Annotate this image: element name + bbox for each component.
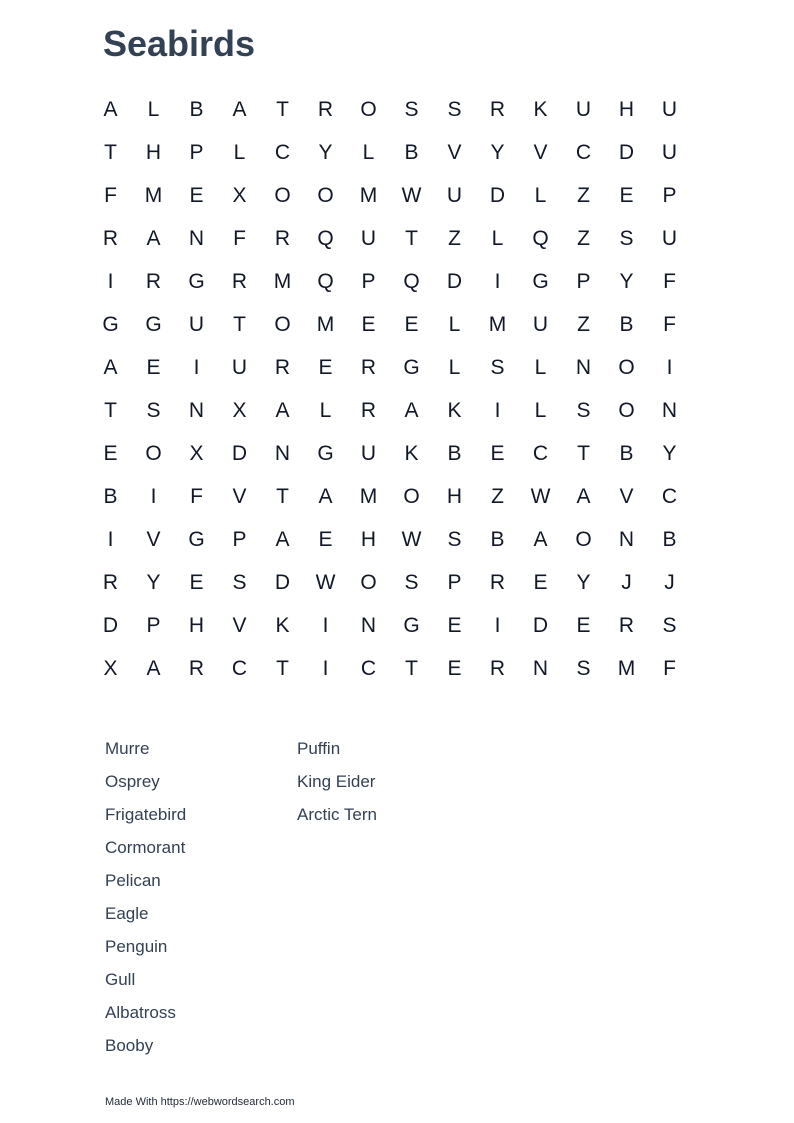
- grid-letter: U: [231, 356, 248, 379]
- grid-letter: F: [233, 227, 246, 250]
- grid-letter: N: [661, 399, 678, 422]
- grid-letter: Z: [448, 227, 461, 250]
- grid-letter: W: [530, 485, 551, 508]
- grid-letter: E: [189, 571, 204, 594]
- grid-letter: N: [618, 528, 635, 551]
- grid-letter: P: [447, 571, 462, 594]
- grid-letter: U: [661, 141, 678, 164]
- grid-letter: L: [491, 227, 504, 250]
- word-list-item: Murre: [105, 739, 150, 758]
- grid-letter: H: [618, 98, 635, 121]
- grid-letter: V: [533, 141, 548, 164]
- grid-letter: P: [361, 270, 376, 293]
- grid-letter: E: [447, 614, 462, 637]
- grid-letter: R: [274, 356, 291, 379]
- grid-letter: C: [274, 141, 291, 164]
- grid-letter: A: [103, 356, 118, 379]
- grid-letter: A: [576, 485, 591, 508]
- grid-letter: D: [446, 270, 463, 293]
- grid-letter: E: [490, 442, 505, 465]
- grid-letter: L: [147, 98, 160, 121]
- grid-letter: E: [361, 313, 376, 336]
- grid-letter: W: [315, 571, 336, 594]
- grid-letter: M: [144, 184, 163, 207]
- grid-letter: C: [360, 657, 377, 680]
- grid-letter: C: [661, 485, 678, 508]
- grid-letter: D: [532, 614, 549, 637]
- grid-letter: Y: [576, 571, 591, 594]
- grid-letter: N: [360, 614, 377, 637]
- grid-letter: X: [232, 184, 247, 207]
- grid-letter: E: [318, 356, 333, 379]
- grid-letter: R: [489, 571, 506, 594]
- grid-letter: Z: [577, 313, 590, 336]
- grid-letter: P: [189, 141, 204, 164]
- grid-letter: Y: [318, 141, 333, 164]
- grid-letter: R: [489, 98, 506, 121]
- grid-letter: K: [275, 614, 290, 637]
- word-list-item: Pelican: [105, 871, 161, 890]
- word-list-column-1: [105, 737, 186, 1067]
- grid-letter: N: [575, 356, 592, 379]
- grid-letter: I: [494, 270, 501, 293]
- grid-letter: T: [405, 657, 418, 680]
- grid-letter: A: [146, 657, 161, 680]
- grid-letter: E: [619, 184, 634, 207]
- grid-letter: S: [404, 98, 419, 121]
- grid-letter: R: [360, 356, 377, 379]
- grid-letter: P: [662, 184, 677, 207]
- grid-letter: I: [494, 399, 501, 422]
- grid-letter: H: [360, 528, 377, 551]
- grid-letter: C: [532, 442, 549, 465]
- word-list-item: Albatross: [105, 1003, 176, 1022]
- grid-letter: Z: [491, 485, 504, 508]
- grid-letter: T: [233, 313, 246, 336]
- grid-letter: R: [618, 614, 635, 637]
- grid-letter: W: [401, 184, 422, 207]
- grid-letter: C: [231, 657, 248, 680]
- grid-letter: I: [150, 485, 157, 508]
- grid-letter: I: [494, 614, 501, 637]
- grid-letter: T: [405, 227, 418, 250]
- grid-letter: R: [360, 399, 377, 422]
- grid-letter: B: [447, 442, 462, 465]
- grid-letter: G: [403, 614, 420, 637]
- grid-letter: Y: [490, 141, 505, 164]
- grid-letter: B: [404, 141, 419, 164]
- grid-letter: T: [104, 141, 117, 164]
- word-list-item: Arctic Tern: [297, 805, 377, 824]
- grid-letter: U: [360, 442, 377, 465]
- grid-letter: V: [447, 141, 462, 164]
- grid-letter: P: [576, 270, 591, 293]
- grid-letter: O: [618, 399, 635, 422]
- grid-letter: Q: [317, 227, 334, 250]
- grid-letter: V: [146, 528, 161, 551]
- grid-letter: R: [145, 270, 162, 293]
- grid-letter: S: [146, 399, 161, 422]
- grid-letter: T: [104, 399, 117, 422]
- grid-letter: W: [401, 528, 422, 551]
- grid-letter: D: [489, 184, 506, 207]
- word-list-item: Cormorant: [105, 838, 186, 857]
- grid-letter: H: [188, 614, 205, 637]
- grid-letter: I: [193, 356, 200, 379]
- grid-letter: B: [662, 528, 677, 551]
- grid-letter: V: [232, 614, 247, 637]
- grid-letter: L: [448, 313, 461, 336]
- grid-letter: S: [447, 98, 462, 121]
- word-list-column-2: [297, 737, 377, 836]
- grid-letter: V: [619, 485, 634, 508]
- grid-letter: U: [661, 227, 678, 250]
- grid-letter: E: [103, 442, 118, 465]
- grid-letter: T: [276, 657, 289, 680]
- grid-letter: B: [490, 528, 505, 551]
- grid-letter: Z: [577, 227, 590, 250]
- grid-letter: G: [188, 270, 205, 293]
- grid-letter: G: [188, 528, 205, 551]
- grid-letter: Q: [317, 270, 334, 293]
- grid-letter: F: [663, 270, 676, 293]
- grid-letter: M: [359, 485, 378, 508]
- footer-credit: Made With https://webwordsearch.com: [105, 1096, 295, 1108]
- grid-letter: O: [360, 571, 377, 594]
- grid-letter: O: [274, 184, 291, 207]
- grid-letter: R: [317, 98, 334, 121]
- grid-letter: E: [576, 614, 591, 637]
- grid-letter: I: [666, 356, 673, 379]
- grid-letter: O: [403, 485, 420, 508]
- grid-letter: P: [232, 528, 247, 551]
- grid-letter: M: [316, 313, 335, 336]
- word-list-item: King Eider: [297, 772, 376, 791]
- grid-letter: U: [661, 98, 678, 121]
- grid-letter: B: [103, 485, 118, 508]
- grid-letter: X: [103, 657, 118, 680]
- grid-letter: U: [446, 184, 463, 207]
- grid-letter: O: [145, 442, 162, 465]
- grid-letter: L: [448, 356, 461, 379]
- grid-letter: Q: [532, 227, 549, 250]
- grid-letter: K: [447, 399, 462, 422]
- grid-letter: T: [276, 98, 289, 121]
- grid-letter: J: [664, 571, 675, 594]
- grid-letter: M: [617, 657, 636, 680]
- grid-letter: L: [534, 356, 547, 379]
- grid-letter: A: [146, 227, 161, 250]
- grid-letter: T: [276, 485, 289, 508]
- grid-letter: V: [232, 485, 247, 508]
- grid-letter: B: [619, 313, 634, 336]
- grid-letter: L: [233, 141, 246, 164]
- grid-letter: D: [102, 614, 119, 637]
- grid-letter: I: [107, 270, 114, 293]
- grid-letter: K: [533, 98, 548, 121]
- grid-letter: Q: [403, 270, 420, 293]
- word-list-item: Booby: [105, 1036, 154, 1055]
- grid-letter: N: [274, 442, 291, 465]
- grid-letter: C: [575, 141, 592, 164]
- grid-letter: E: [447, 657, 462, 680]
- grid-letter: G: [403, 356, 420, 379]
- grid-letter: A: [275, 399, 290, 422]
- grid-letter: P: [146, 614, 161, 637]
- grid-letter: E: [533, 571, 548, 594]
- word-list-item: Gull: [105, 970, 136, 989]
- grid-letter: O: [360, 98, 377, 121]
- grid-letter: I: [322, 657, 329, 680]
- grid-letter: Y: [619, 270, 634, 293]
- grid-letter: O: [575, 528, 592, 551]
- grid-letter: J: [621, 571, 632, 594]
- grid-letter: S: [404, 571, 419, 594]
- grid-letter: G: [102, 313, 119, 336]
- grid-letter: L: [362, 141, 375, 164]
- grid-letter: R: [102, 571, 119, 594]
- grid-letter: A: [103, 98, 118, 121]
- grid-letter: D: [231, 442, 248, 465]
- grid-letter: U: [360, 227, 377, 250]
- grid-letter: A: [318, 485, 333, 508]
- page-title: Seabirds: [103, 23, 256, 64]
- grid-letter: R: [231, 270, 248, 293]
- grid-letter: A: [404, 399, 419, 422]
- grid-letter: S: [576, 657, 591, 680]
- grid-letter: Y: [146, 571, 161, 594]
- grid-letter: H: [145, 141, 162, 164]
- grid-letter: R: [489, 657, 506, 680]
- word-list-item: Penguin: [105, 937, 168, 956]
- grid-letter: G: [145, 313, 162, 336]
- grid-letter: I: [322, 614, 329, 637]
- grid-letter: U: [575, 98, 592, 121]
- grid-letter: I: [107, 528, 114, 551]
- grid-letter: F: [663, 313, 676, 336]
- grid-letter: S: [232, 571, 247, 594]
- grid-letter: E: [404, 313, 419, 336]
- word-list-item: Puffin: [297, 739, 341, 758]
- word-list-item: Osprey: [105, 772, 160, 791]
- grid-letter: E: [318, 528, 333, 551]
- word-list-item: Eagle: [105, 904, 149, 923]
- grid-letter: S: [662, 614, 677, 637]
- grid-letter: R: [188, 657, 205, 680]
- grid-letter: X: [232, 399, 247, 422]
- grid-letter: N: [188, 227, 205, 250]
- grid-letter: U: [532, 313, 549, 336]
- grid-letter: M: [273, 270, 292, 293]
- grid-letter: Y: [662, 442, 677, 465]
- grid-letter: U: [188, 313, 205, 336]
- word-list-item: Frigatebird: [105, 805, 187, 824]
- grid-letter: L: [534, 184, 547, 207]
- grid-letter: R: [274, 227, 291, 250]
- grid-letter: G: [317, 442, 334, 465]
- grid-letter: S: [447, 528, 462, 551]
- grid-letter: M: [359, 184, 378, 207]
- grid-letter: N: [188, 399, 205, 422]
- grid-letter: A: [275, 528, 290, 551]
- grid-letter: F: [190, 485, 203, 508]
- grid-letter: A: [533, 528, 548, 551]
- grid-letter: F: [104, 184, 117, 207]
- grid-letter: S: [619, 227, 634, 250]
- grid-letter: D: [618, 141, 635, 164]
- grid-letter: B: [189, 98, 204, 121]
- grid-letter: M: [488, 313, 507, 336]
- grid-letter: X: [189, 442, 204, 465]
- grid-letter: D: [274, 571, 291, 594]
- grid-letter: O: [317, 184, 334, 207]
- grid-letter: A: [232, 98, 247, 121]
- grid-letter: E: [189, 184, 204, 207]
- grid-letter: Z: [577, 184, 590, 207]
- grid-letter: K: [404, 442, 419, 465]
- grid-letter: L: [534, 399, 547, 422]
- grid-letter: O: [618, 356, 635, 379]
- grid-letter: T: [577, 442, 590, 465]
- grid-letter: B: [619, 442, 634, 465]
- grid-letter: R: [102, 227, 119, 250]
- grid-letter: O: [274, 313, 291, 336]
- grid-letter: N: [532, 657, 549, 680]
- grid-letter: S: [490, 356, 505, 379]
- grid-letter: H: [446, 485, 463, 508]
- grid-letter: E: [146, 356, 161, 379]
- grid-letter: G: [532, 270, 549, 293]
- grid-letter: F: [663, 657, 676, 680]
- grid-letter: L: [319, 399, 332, 422]
- grid-letter: S: [576, 399, 591, 422]
